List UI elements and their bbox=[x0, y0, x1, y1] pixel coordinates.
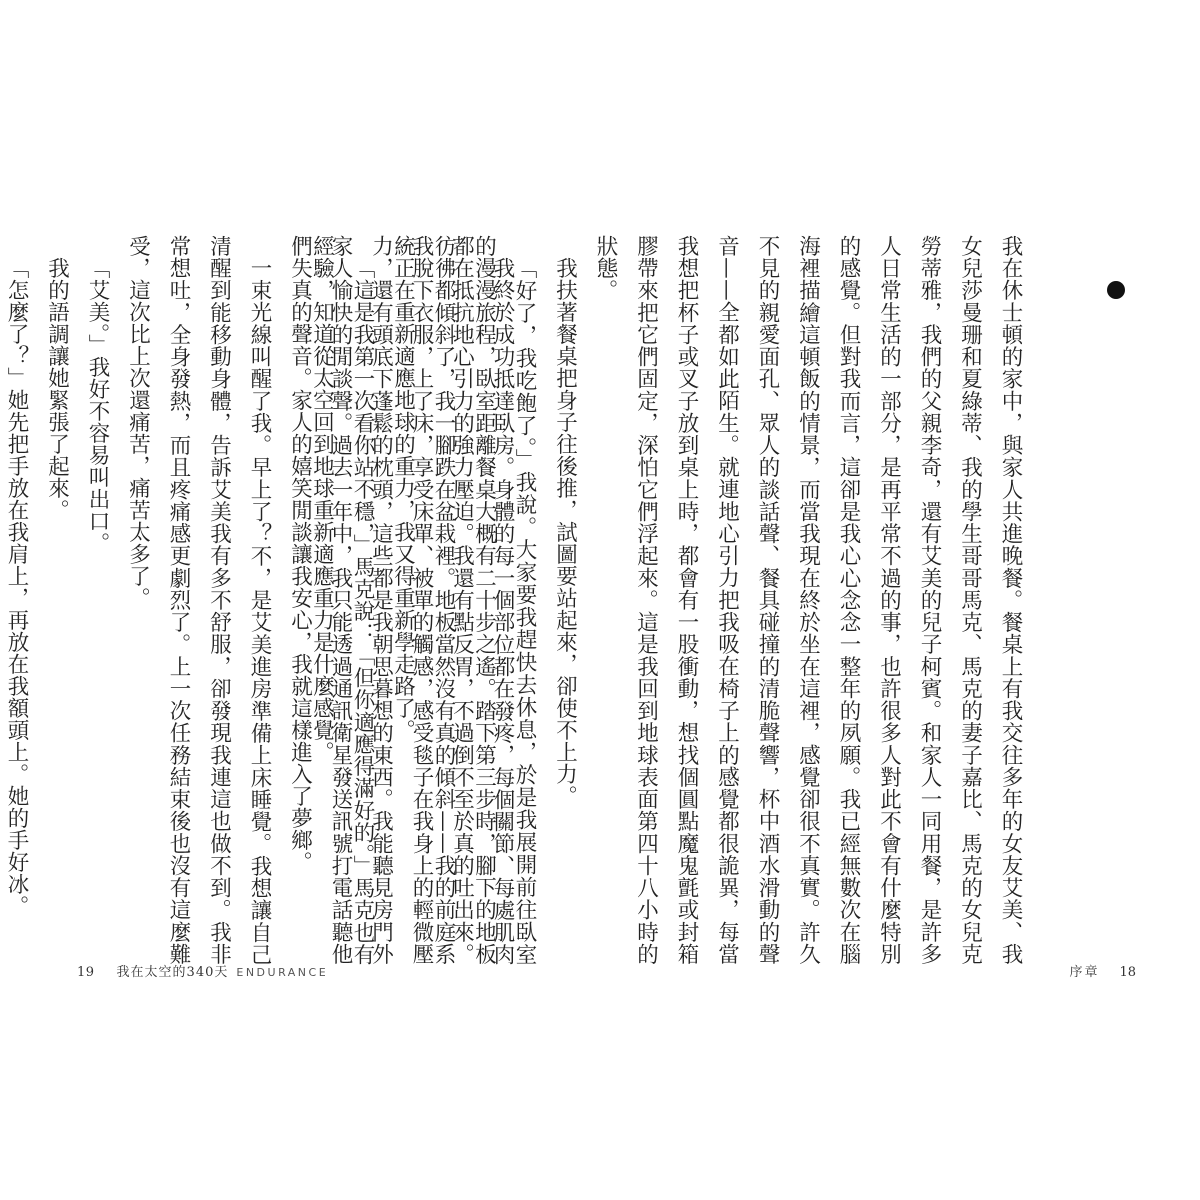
right-page-footer bbox=[1069, 961, 1136, 980]
paragraph: 一束光線叫醒了我。早上了？不，是艾美進房準備上床睡覺。我想讓自己清醒到能移動身體，告訴艾美我有多不舒服，卻發現我連這也做不到。我非常想吐，全身發熱，而且疼痛感更劇烈了。上一次任務結束後也沒有這麼難受，這次比上次還痛苦，痛苦太多了。 bbox=[125, 235, 272, 965]
paragraph: 「好了，我吃飽了。」我說。大家要我趕快去休息，於是我展開前往臥室的漫漫旅程，臥室距離餐桌大概有二十步之遙。踏下第三步時，腳下的地板彷彿都傾斜了，我一腳跌在盆栽裡。地板當然沒有真的傾斜——我的前庭系統正在重新適應地球的重力，我又得重新學走路了。 bbox=[390, 235, 537, 965]
page-number: 19 bbox=[77, 965, 95, 980]
paragraph: 我的語調讓她緊張了起來。 bbox=[44, 256, 70, 521]
book-title: 我在太空的340天 bbox=[116, 965, 229, 980]
book-subtitle: ENDURANCE bbox=[236, 966, 329, 979]
section-title: 序章 bbox=[1069, 965, 1100, 980]
paragraph: 我終於成功抵達臥房。身體的每一個部位都在發疼，每個關節、每處肌肉都在抵抗地心引力的強力壓迫。我還有點反胃，不過倒不至於真的吐出來。我脫下衣服，上了床，享受床單、被單的觸感，感受毯子在我身上的輕微壓力，還有頭底下蓬鬆的枕頭，這些都是我朝思暮想的東西。我能聽見房門外家人愉快的閒談聲。過去一年中，我只能透過通訊衛星發送訊號打電話聽他們失真的聲音。家人的嬉笑閒談讓我安心，我就這樣進入了夢鄉。 bbox=[287, 235, 515, 965]
paragraph: 我扶著餐桌把身子往後推，試圖要站起來，卻使不上力。 bbox=[552, 256, 578, 807]
paragraph: 我在休士頓的家中，與家人共進晚餐。餐桌上有我交往多年的女友艾美、我女兒莎曼珊和夏綠蒂、我的學生哥哥馬克、馬克的妻子嘉比、馬克的女兒克勞蒂雅，我們的父親李奇，還有艾美的兒子柯賓。和家人一同用餐，是許多人日常生活的一部分，是再平常不過的事，也許很多人對此不會有什麼特別的感覺。但對我而言，這卻是我心心念念一整年的夙願。我已經無數次在腦海裡描繪這頓飯的情景，而當我現在終於坐在這裡，感覺卻很不真實。許久不見的親愛面孔、眾人的談話聲、餐具碰撞的清脆聲響，杯中酒水滑動的聲音——全都如此陌生。就連地心引力把我吸在椅子上的感覺都很詭異，每當我想把杯子或叉子放到桌上時，都會有一股衝動，想找個圓點魔鬼氈或封箱膠帶來把它們固定，深怕它們浮起來。這是我回到地球表面第四十八小時的狀態。 bbox=[593, 235, 1023, 965]
paragraph: 「艾美。」我好不容易叫出口。 bbox=[85, 256, 110, 554]
chapter-bullet-icon bbox=[1107, 281, 1125, 299]
page-number: 18 bbox=[1119, 965, 1136, 980]
paragraph: 「怎麼了？」她先把手放在我肩上，再放在我額頭上。她的手好冰。 bbox=[4, 256, 29, 917]
left-page-text bbox=[4, 235, 522, 965]
left-page-footer bbox=[77, 961, 328, 980]
paragraph: 「這是我第一次看你站不穩，」馬克說：「但你適應得滿好的。」馬克也有經驗，知道從太空回到地球重新適應重力是什麼感覺。 bbox=[309, 235, 375, 965]
